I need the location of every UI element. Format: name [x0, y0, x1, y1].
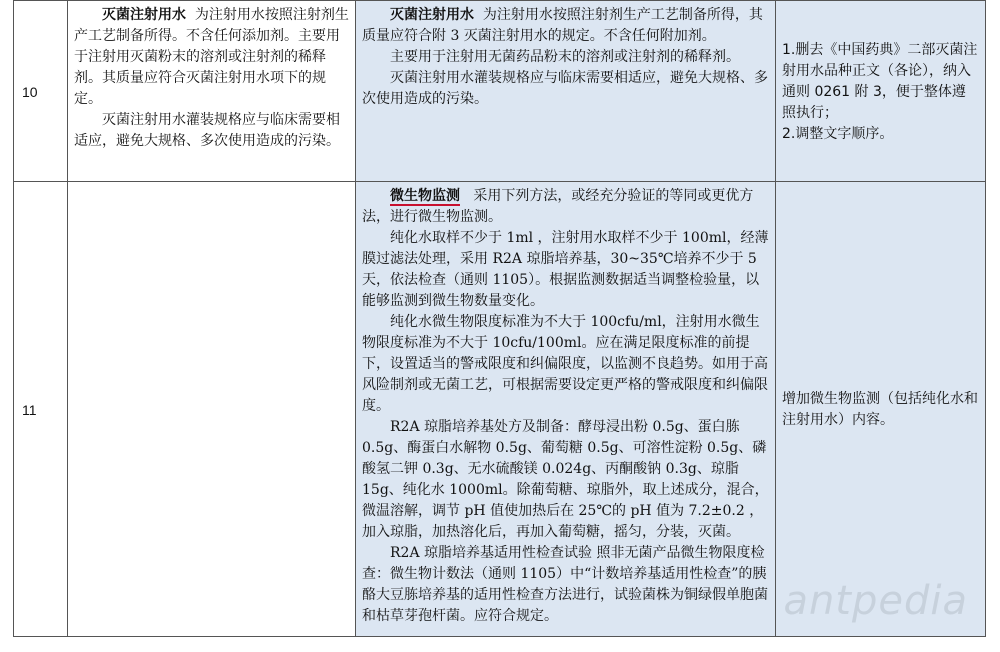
paragraph-text: 灭菌注射用水灌装规格应与临床需要相适应，避免大规格、多次使用造成的污染。: [74, 112, 340, 149]
paragraph-text: 纯化水微生物限度标准为不大于 100cfu/ml，注射用水微生物限度标准为不大于 10cfu/100ml。应在满足限度标准的前提下，设置适当的警戒限度和纠偏限度，以监测不良趋势。如用于高风险制剂或无菌工艺，可根据需要设定更严格的警戒限度和纠偏限度。: [362, 314, 768, 414]
paragraph-text: 为注射用水按照注射剂生产工艺制备所得。不含任何添加剂。主要用于注射用灭菌粉末的溶剂或注射剂的稀释剂。其质量应符合灭菌注射用水项下的规定。: [74, 7, 349, 107]
term-heading: 灭菌注射用水: [102, 7, 186, 23]
remark-line: 增加微生物监测（包括纯化水和注射用水）内容。: [782, 391, 978, 428]
table-row: [14, 1, 986, 182]
paragraph-text: R2A 琼脂培养基处方及制备：酵母浸出粉 0.5g、蛋白胨 0.5g、酶蛋白水解物 0.5g、葡萄糖 0.5g、可溶性淀粉 0.5g、磷酸氢二钾 0.3g、无水硫酸镁 0.024g、丙酮酸钠 0.3g、琼脂 15g、纯化水 1000ml。除葡萄糖、琼脂外，取上述成分，混合，微温溶解，调节 pH 值使加热后在 25℃的 pH 值为 7.2±0.2 ，加入琼脂，加热溶化后，再加入葡萄糖，摇匀，分装，灭菌。: [362, 419, 769, 540]
original-text-cell: [68, 1, 356, 182]
paragraph-text: R2A 琼脂培养基适用性检查试验 照非无菌产品微生物限度检查：微生物计数法（通则 1105）中“计数培养基适用性检查”的胰酪大豆胨培养基的适用性检查方法进行，试验菌株为铜绿假单胞菌和枯草芽孢杆菌。应符合规定。: [362, 545, 768, 624]
table-row: [14, 182, 986, 637]
paragraph-text: 纯化水取样不少于 1ml ，注射用水取样不少于 100ml，经薄膜过滤法处理，采用 R2A 琼脂培养基，30~35℃培养不少于 5 天，依法检查（通则 1105）。根据监测数据适当调整检验量，以能够监测到微生物数量变化。: [362, 230, 769, 309]
comparison-table: [13, 0, 986, 637]
row-number: 11: [14, 182, 68, 637]
paragraph-text: 灭菌注射用水灌装规格应与临床需要相适应，避免大规格、多次使用造成的污染。: [362, 70, 768, 107]
term-heading: 灭菌注射用水: [390, 7, 474, 23]
revised-text-cell: [356, 1, 776, 182]
paragraph-text: 主要用于注射用无菌药品粉末的溶剂或注射剂的稀释剂。: [390, 49, 740, 65]
remark-line: 1.删去《中国药典》二部灭菌注射用水品种正文（各论），纳入通则 0261 附 3，便于整体遵照执行；: [782, 41, 978, 121]
watermark-logo: antpedia: [783, 578, 968, 624]
original-text-cell: [68, 182, 356, 637]
row-number: 10: [14, 1, 68, 182]
paragraph-text: 为注射用水按照注射剂生产工艺制备所得，其质量应符合附 3 灭菌注射用水的规定。不含任何附加剂。: [362, 7, 763, 44]
remark-cell: [776, 182, 986, 637]
revised-text-cell: [356, 182, 776, 637]
term-heading: 微生物监测: [390, 188, 460, 204]
remark-cell: [776, 1, 986, 182]
paragraph-text: 采用下列方法，或经充分验证的等同或更优方法，进行微生物监测。: [362, 188, 754, 225]
remark-line: 2.调整文字顺序。: [782, 125, 894, 142]
